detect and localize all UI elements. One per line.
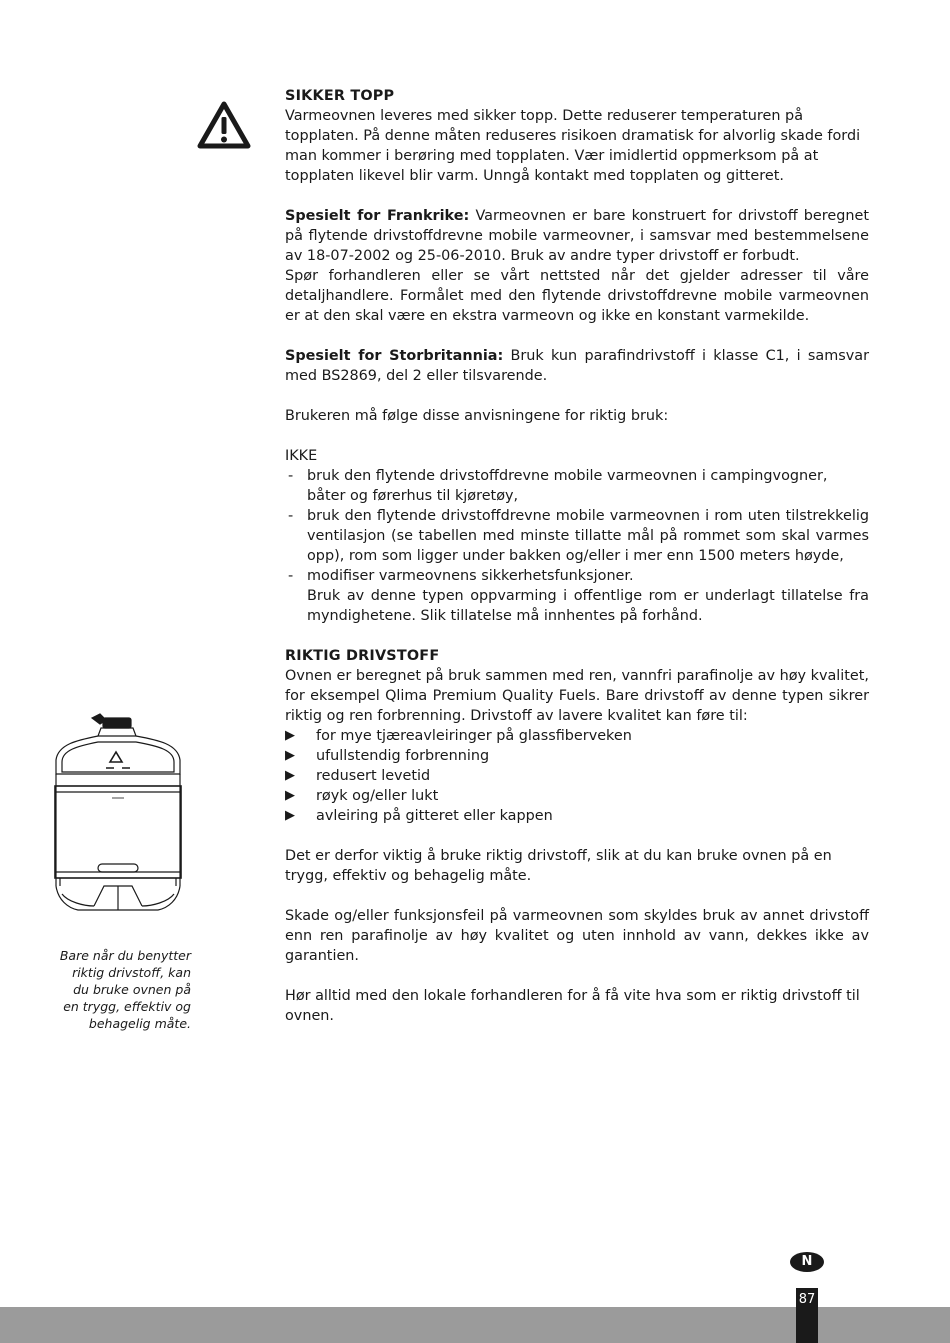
ikke-note: Bruk av denne typen oppvarming i offentlige rom er underlagt tillatelse fra myndighetene. Slik tillatelse må innhentes på forhånd. [307,588,869,624]
storbritannia-label: Spesielt for Storbritannia: [285,348,504,364]
list-item: ▶ redusert levetid [285,768,431,784]
arrow-bullet-icon: ▶ [285,728,295,743]
main-text-column [285,86,869,1026]
storbritannia-paragraph [285,346,869,386]
frankrike-label: Spesielt for Frankrike: [285,208,470,224]
list-item: ▶ ufullstendig forbrenning [285,748,490,764]
list-item: - bruk den flytende drivstoffdrevne mobile varmeovnen i rom uten tilstrekkelig ventilasjon (se tabellen med minste tillatte mål på rommet som skal varmes opp), rom som ligger under bakken og/eller i mer enn 1500 meters høyde, [288,508,869,564]
frankrike-paragraph [285,206,869,266]
frankrike-text: Varmeovnen er bare konstruert for drivstoff beregnet på flytende drivstoffdrevne mobile varmeovner, i samsvar med bestemmelsene av 18-07-2002 og 25-06-2010. Bruk av andre typer drivstoff er forbudt. [285,208,869,264]
frankrike-text-2: Spør forhandleren eller se vårt nettsted når det gjelder adresser til våre detaljhandlere. Formålet med den flytende drivstoffdrevne mobile varmeovnen er at den skal være en ekstra varmeovn og ikke en konstant varmekilde. [285,268,869,324]
riktig-drivstoff-para2: Det er derfor viktig å bruke riktig drivstoff, slik at du kan bruke ovnen på en trygg, effektiv og behagelig måte. [285,848,832,884]
list-item: ▶ røyk og/eller lukt [285,788,439,804]
language-badge: N [790,1252,824,1272]
fuel-canister-icon [48,710,188,920]
ikke-heading: IKKE [285,448,318,464]
arrow-bullet-icon: ▶ [285,748,295,763]
riktig-drivstoff-text: Ovnen er beregnet på bruk sammen med ren, vannfri parafinolje av høy kvalitet, for eksempel Qlima Premium Quality Fuels. Bare drivstoff av denne typen sikrer riktig og ren forbrenning. Drivstoff av lavere kvalitet kan føre til: [285,668,869,724]
dash-marker: - [288,568,294,584]
riktig-drivstoff-para4: Hør alltid med den lokale forhandleren for å få vite hva som er riktig drivstoff til ovnen. [285,988,860,1024]
list-item: ▶ for mye tjæreavleiringer på glassfiberveken [285,728,632,744]
instructions-intro: Brukeren må følge disse anvisningene for riktig bruk: [285,408,669,424]
warning-icon [196,100,252,150]
section-heading-sikker-topp: SIKKER TOPP [285,88,395,104]
ikke-list [285,466,869,586]
riktig-drivstoff-para3: Skade og/eller funksjonsfeil på varmeovnen som skyldes bruk av annet drivstoff enn ren parafinolje av høy kvalitet og uten innhold av vann, dekkes ikke av garantien. [285,908,869,964]
list-item: - modifiser varmeovnens sikkerhetsfunksjoner. [288,568,634,584]
dash-marker: - [288,508,294,524]
arrow-bullet-icon: ▶ [285,788,295,803]
section-heading-riktig-drivstoff: RIKTIG DRIVSTOFF [285,648,440,664]
arrow-bullet-icon: ▶ [285,808,295,823]
arrow-bullet-icon: ▶ [285,768,295,783]
list-item: ▶ avleiring på gitteret eller kappen [285,808,553,824]
list-item: - bruk den flytende drivstoffdrevne mobile varmeovnen i campingvogner, båter og førerhus til kjøretøy, [288,468,828,504]
dash-marker: - [288,468,294,484]
storbritannia-text: Bruk kun parafindrivstoff i klasse C1, i samsvar med BS2869, del 2 eller tilsvarende. [285,348,870,384]
page-number: 87 [796,1288,818,1343]
image-caption: Bare når du benytter riktig drivstoff, kan du bruke ovnen på en trygg, effektiv og behagelig måte. [59,947,191,1031]
fuel-consequences-list [285,726,869,826]
sikker-topp-text: Varmeovnen leveres med sikker topp. Dette reduserer temperaturen på topplaten. På denne måten reduseres risikoen dramatisk for alvorlig skade fordi man kommer i berøring med topplaten. Vær imidlertid oppmerksom på at topplaten likevel blir varm. Unngå kontakt med topplaten og gitteret. [285,108,861,184]
